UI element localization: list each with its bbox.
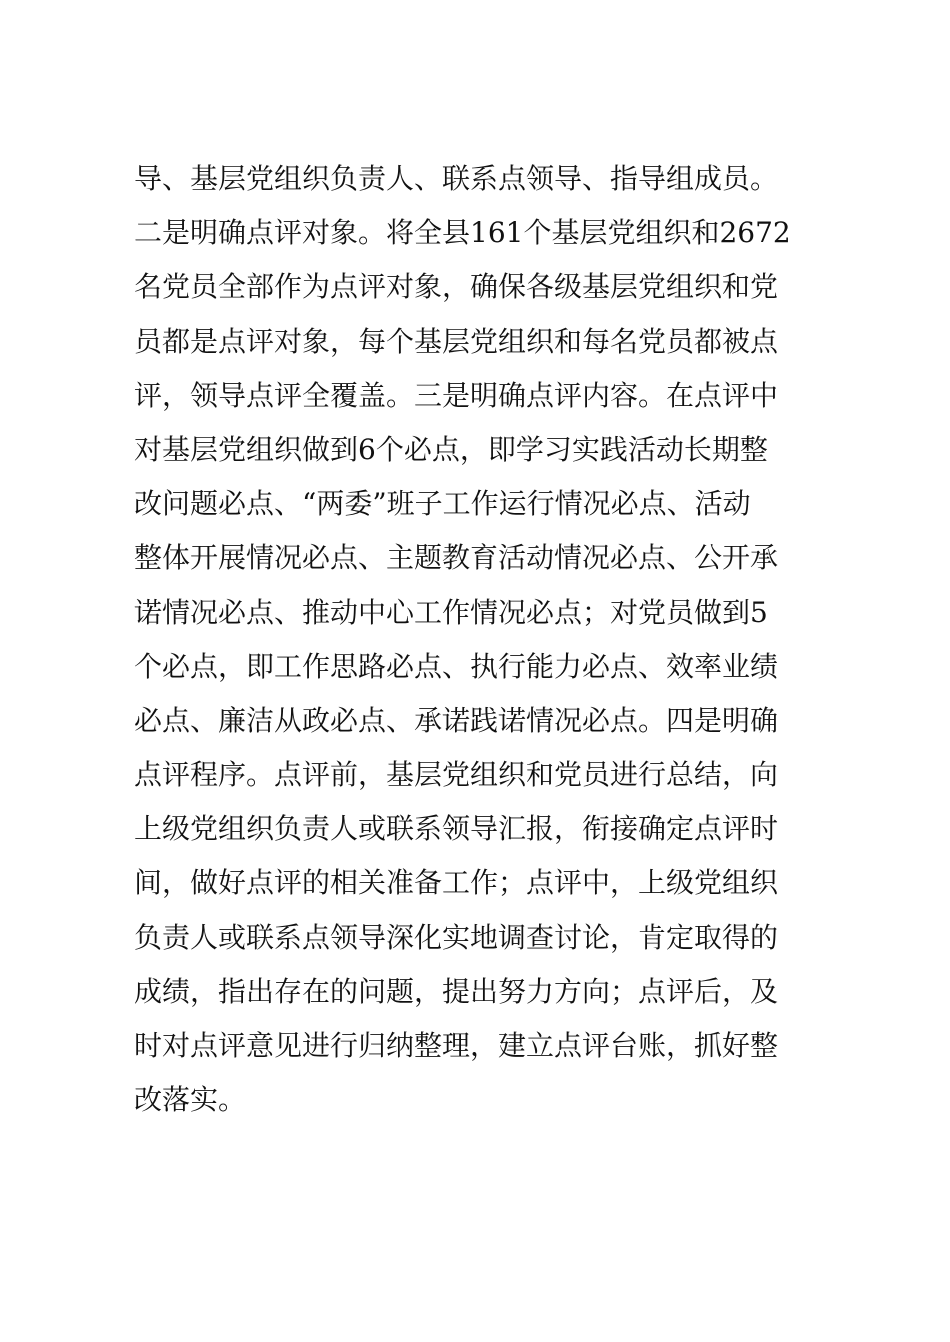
text-line: 时对点评意见进行归纳整理，建立点评台账，抓好整 [134,1029,779,1062]
text-line: 导、基层党组织负责人、联系点领导、指导组成员。 [134,162,779,195]
text-line: 二是明确点评对象。将全县161个基层党组织和2672 [134,216,791,250]
text-line: 成绩，指出存在的问题，提出努力方向；点评后，及 [134,974,779,1008]
text-line: 个必点，即工作思路必点、执行能力必点、效率业绩 [134,649,779,683]
body-paragraph [134,152,824,1127]
text-line: 名党员全部作为点评对象，确保各级基层党组织和党 [134,270,779,304]
text-line: 负责人或联系点领导深化实地调查讨论，肯定取得的 [134,920,779,954]
text-line: 改落实。 [134,1083,247,1117]
text-line: 必点、廉洁从政必点、承诺践诺情况必点。四是明确 [134,703,779,737]
text-line: 上级党组织负责人或联系领导汇报，衔接确定点评时 [134,812,779,846]
text-line: 评，领导点评全覆盖。三是明确点评内容。在点评中 [134,378,779,412]
text-line: 间，做好点评的相关准备工作；点评中，上级党组织 [134,866,779,900]
text-line: 诺情况必点、推动中心工作情况必点；对党员做到5 [134,595,768,629]
text-line: 对基层党组织做到6个必点，即学习实践活动长期整 [134,432,768,466]
text-line: 整体开展情况必点、主题教育活动情况必点、公开承 [134,541,779,575]
text-line: 员都是点评对象，每个基层党组织和每名党员都被点 [134,324,779,358]
text-line: 点评程序。点评前，基层党组织和党员进行总结，向 [134,758,779,792]
text-line: 改问题必点、“两委”班子工作运行情况必点、活动 [134,487,751,521]
